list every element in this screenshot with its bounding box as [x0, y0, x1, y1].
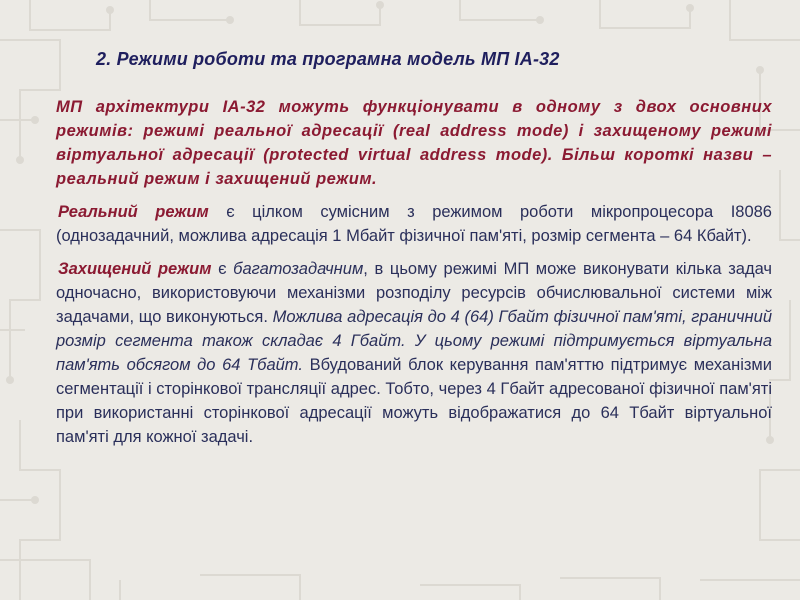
slide-body	[56, 95, 772, 458]
slide-title: 2. Режими роботи та програмна модель МП IA-32	[96, 49, 560, 69]
protected-italic-2: Можлива адресація до 4 (64) Гбайт фізичної пам'яті, граничний розмір сегмента також складає 4 Гбайт. У цьому режимі підтримується віртуальна пам'ять обсягом до 64 Тбайт.	[56, 308, 772, 374]
paragraph-protected-mode	[56, 257, 772, 449]
real-mode-text: є цілком сумісним з режимом роботи мікропроцесора I8086 (однозадачний, можлива адресація 1 Мбайт фізичної пам'яті, розмір сегмента – 64 Кбайт).	[56, 203, 772, 245]
term-protected-mode: Захищений режим	[58, 260, 212, 278]
term-real-mode: Реальний режим	[58, 203, 209, 221]
protected-text-3: Вбудований блок керування пам'яттю підтримує механізми сегментації і сторінкової трансляції адрес. Тобто, через 4 Гбайт адресованої фізичної пам'яті при використанні сторінкової адресації можуть відображатися до 64 Тбайт віртуальної пам'яті для кожної задачі.	[56, 356, 772, 446]
protected-italic-1: багатозадачним	[233, 260, 364, 278]
intro-text: МП архітектури IA-32 можуть функціонувати в одному з двох основних режимів: режимі реальної адресації (real address mode) і захищеному режимі віртуальної адресації (protected virtual address mode). Більш короткі назви – реальний режим і захищений режим.	[56, 98, 772, 188]
protected-text-2: , в цьому режимі МП може виконувати кілька задач одночасно, використовуючи механізми розподілу ресурсів обчислювальної системи між задачами, що виконуються.	[56, 260, 772, 326]
protected-text-1: є	[211, 260, 234, 278]
paragraph-real-mode	[56, 200, 772, 248]
paragraph-intro	[56, 95, 772, 191]
